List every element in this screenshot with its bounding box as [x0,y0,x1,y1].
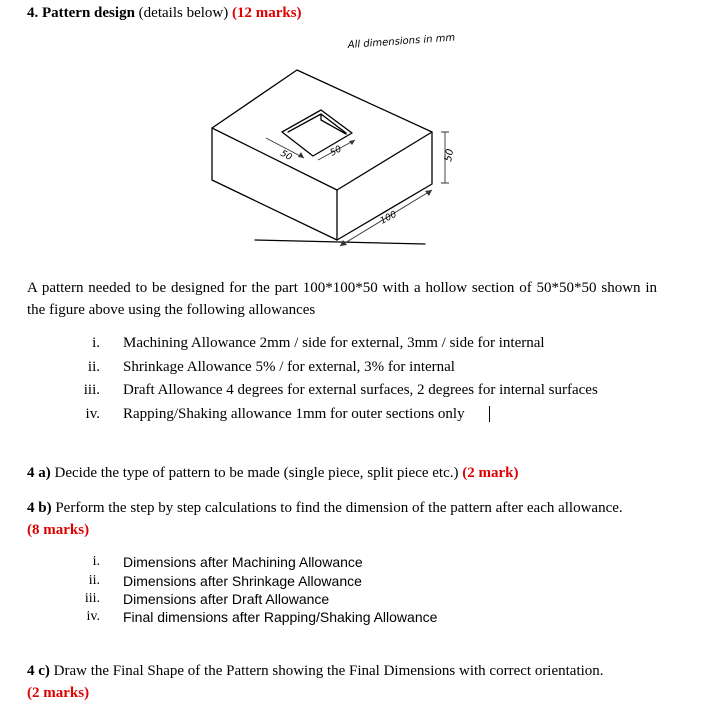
height-label: 50 [443,148,457,163]
left-face [212,128,337,240]
list-item [70,406,465,424]
list-item-number: i. [92,554,100,569]
question-details: (details below) [138,5,229,21]
part-b-label: 4 b) [27,500,52,516]
part-a-label: 4 a) [27,465,51,481]
list-item-text: Draft Allowance 4 degrees for external surfaces, 2 degrees for internal surfaces [123,382,598,398]
list-item-text: Dimensions after Draft Allowance [123,591,330,607]
hole-label-b: 50 [328,144,344,159]
list-item-number: iii. [83,382,100,398]
part-c-marks: (2 marks) [27,685,90,701]
list-item-text: Rapping/Shaking allowance 1mm for outer sections only [123,406,465,422]
question-marks: (12 marks) [231,5,302,21]
text-cursor [489,406,490,422]
intro-paragraph: A pattern needed to be designed for the part 100*100*50 with a hollow section of 50*50*50 shown in the figure above using the following allowances [27,280,657,318]
list-item-text: Shrinkage Allowance 5% / for external, 3% for internal [123,359,455,375]
steps-list [70,554,670,629]
part-c [27,660,687,704]
list-item-number: iv. [85,406,100,422]
allowance-list [70,335,670,425]
list-item-number: iii. [84,591,100,606]
question-heading [27,3,302,24]
part-a-marks: (2 mark) [462,465,519,481]
base-label: 100 [378,209,399,227]
list-item-text: Dimensions after Shrinkage Allowance [123,573,362,589]
question-number: 4. [27,5,39,21]
hole-label-a: 50 [278,148,294,164]
list-item-text: Final dimensions after Rapping/Shaking Allowance [123,609,438,625]
part-c-text: Draw the Final Shape of the Pattern showing the Final Dimensions with correct orientation. [53,663,604,679]
part-c-label: 4 c) [27,663,50,679]
list-item-number: iv. [86,609,100,624]
part-b-text: Perform the step by step calculations to find the dimension of the pattern after each allowance. [55,500,623,516]
list-item-text: Dimensions after Machining Allowance [123,554,363,570]
part-a [27,463,687,484]
list-item-number: i. [92,335,100,351]
question-title: Pattern design [42,5,135,21]
block-drawing [200,28,520,258]
list-item-number: ii. [87,359,100,375]
top-face [212,70,432,190]
list-item-number: ii. [88,573,100,588]
part-b-marks: (8 marks) [27,522,90,538]
ground-line [255,240,425,244]
part-a-text: Decide the type of pattern to be made (single piece, split piece etc.) [54,465,459,481]
note-text: All dimensions in mm [347,32,456,51]
list-item-text: Machining Allowance 2mm / side for external, 3mm / side for internal [123,335,545,351]
part-sketch [200,28,520,258]
part-b [27,497,627,541]
